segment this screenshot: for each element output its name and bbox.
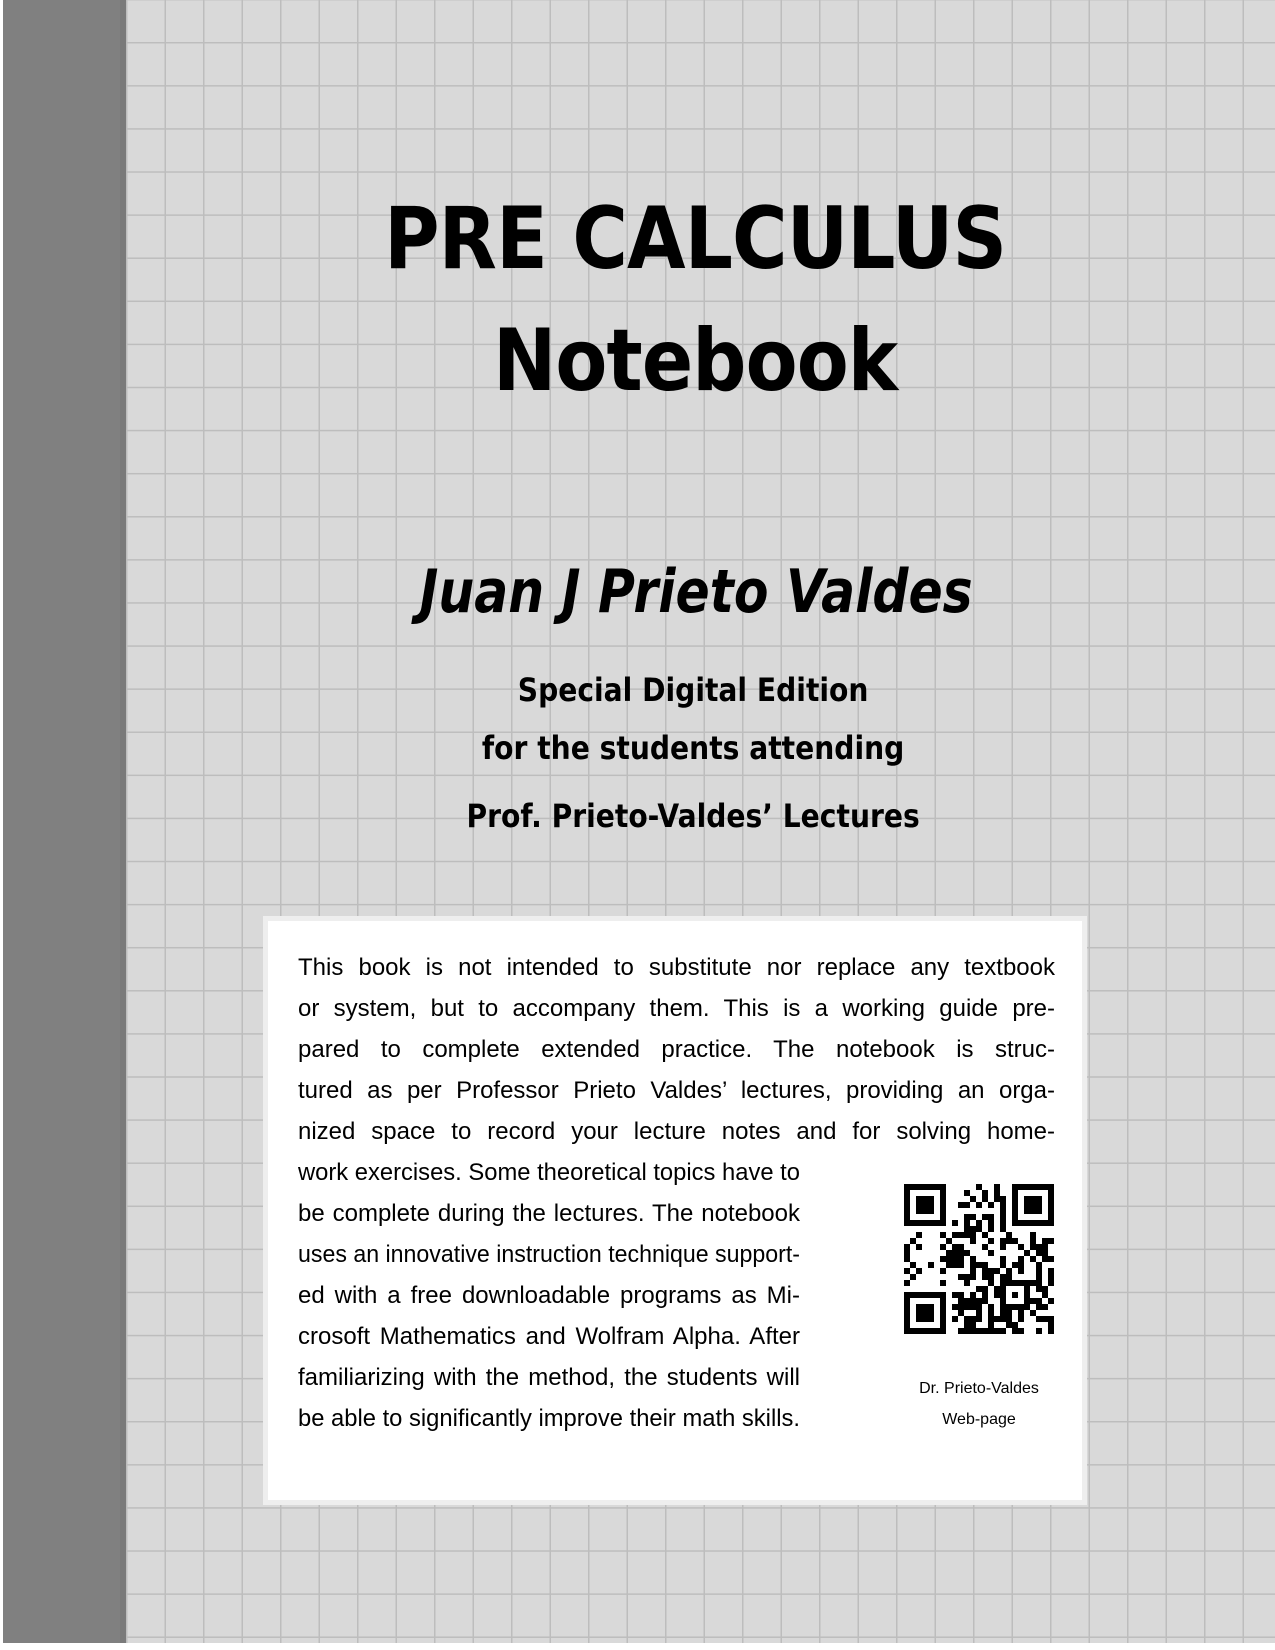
description-line: nized space to record your lecture notes and for solving home- (298, 1118, 1055, 1145)
qr-code-icon[interactable] (904, 1184, 1054, 1334)
qr-caption (864, 1373, 1094, 1435)
subtitle-audience: for the students attending (481, 729, 905, 767)
description-line: be complete during the lectures. The notebook (298, 1200, 800, 1227)
description-line: familiarizing with the method, the students will (298, 1364, 800, 1391)
author-name: Juan J Prieto Valdes (419, 557, 973, 627)
description-line: tured as per Professor Prieto Valdes’ lectures, providing an orga- (298, 1077, 1055, 1104)
description-line: work exercises. Some theoretical topics have to (298, 1159, 800, 1186)
subtitle-edition: Special Digital Edition (517, 671, 869, 709)
description-box (263, 916, 1087, 1505)
subtitle-lectures: Prof. Prieto-Valdes’ Lectures (466, 797, 920, 835)
title-line-2: Notebook (492, 311, 898, 411)
book-spine (3, 0, 126, 1643)
qr-caption-line-2: Web-page (942, 1411, 1016, 1428)
qr-caption-line-1: Dr. Prieto-Valdes (919, 1380, 1039, 1397)
description-line: ed with a free downloadable programs as Mi- (298, 1282, 800, 1309)
title-line-1: PRE CALCULUS (384, 189, 1007, 289)
description-line: uses an innovative instruction technique support- (298, 1241, 800, 1268)
description-line: crosoft Mathematics and Wolfram Alpha. After (298, 1323, 800, 1350)
description-line: pared to complete extended practice. The notebook is struc- (298, 1036, 1055, 1063)
description-line: This book is not intended to substitute nor replace any textbook (298, 954, 1055, 981)
description-line: or system, but to accompany them. This is a working guide pre- (298, 995, 1055, 1022)
description-line: be able to significantly improve their math skills. (298, 1405, 800, 1432)
